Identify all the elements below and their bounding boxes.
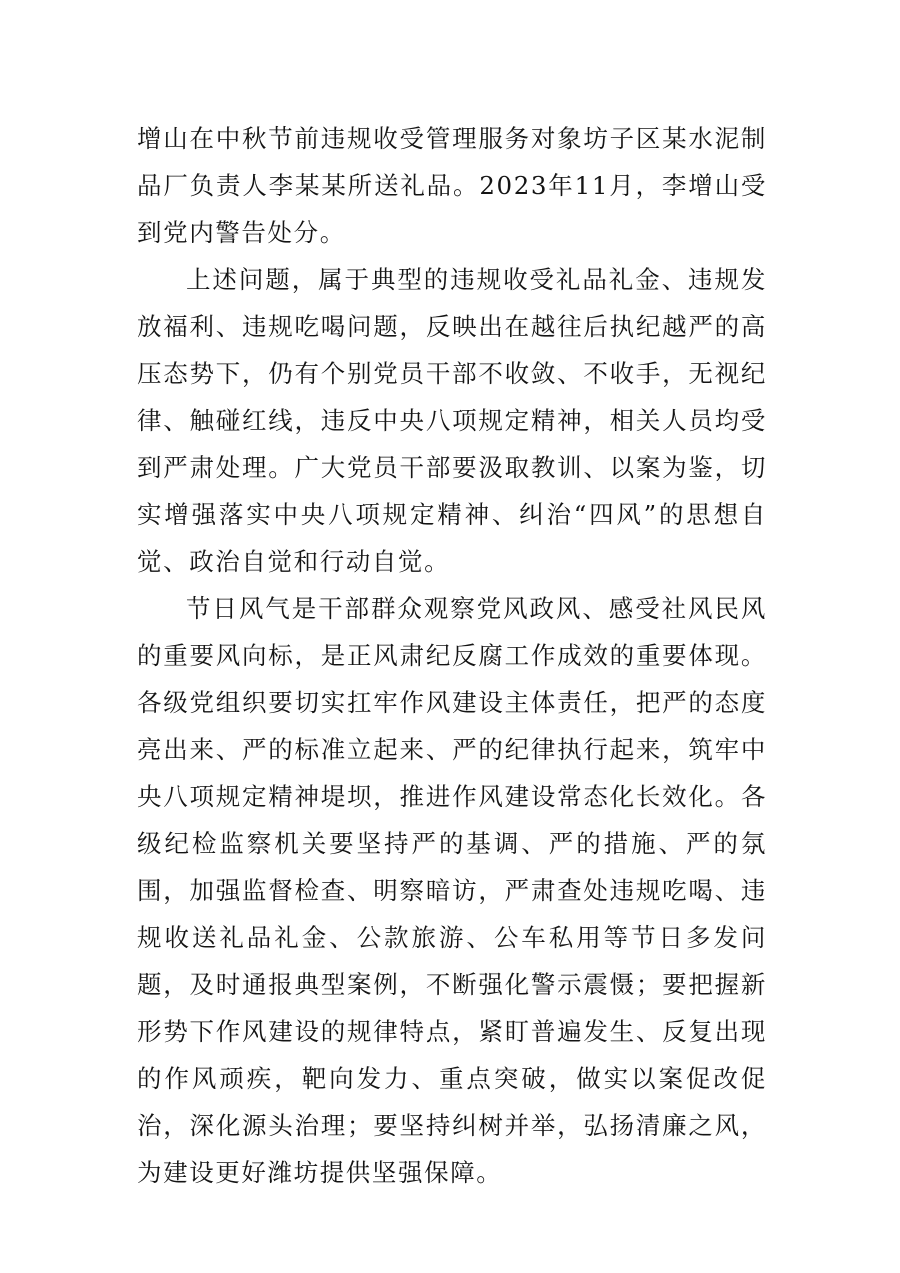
paragraph-continuation: 增山在中秋节前违规收受管理服务对象坊子区某水泥制品厂负责人李某某所送礼品。2023年11月，李增山受到党内警告处分。 (137, 124, 767, 247)
document-body (137, 115, 767, 1196)
paragraph-typical-problems: 上述问题，属于典型的违规收受礼品礼金、违规发放福利、违规吃喝问题，反映出在越往后执纪越严的高压态势下，仍有个别党员干部不收敛、不收手，无视纪律、触碰红线，违反中央八项规定精神，相关人员均受到严肃处理。广大党员干部要汲取教训、以案为鉴，切实增强落实中央八项规定精神、纠治“四风”的思想自觉、政治自觉和行动自觉。 (137, 265, 767, 576)
paragraph-festival-conduct: 节日风气是干部群众观察党风政风、感受社风民风的重要风向标，是正风肃纪反腐工作成效的重要体现。各级党组织要切实扛牢作风建设主体责任，把严的态度亮出来、严的标准立起来、严的纪律执行起来，筑牢中央八项规定精神堤坝，推进作风建设常态化长效化。各级纪检监察机关要坚持严的基调、严的措施、严的氛围，加强监督检查、明察暗访，严肃查处违规吃喝、违规收送礼品礼金、公款旅游、公车私用等节日多发问题，及时通报典型案例，不断强化警示震慑；要把握新形势下作风建设的规律特点，紧盯普遍发生、反复出现的作风顽疾，靶向发力、重点突破，做实以案促改促治，深化源头治理；要坚持纠树并举，弘扬清廉之风，为建设更好潍坊提供坚强保障。 (137, 594, 767, 1187)
